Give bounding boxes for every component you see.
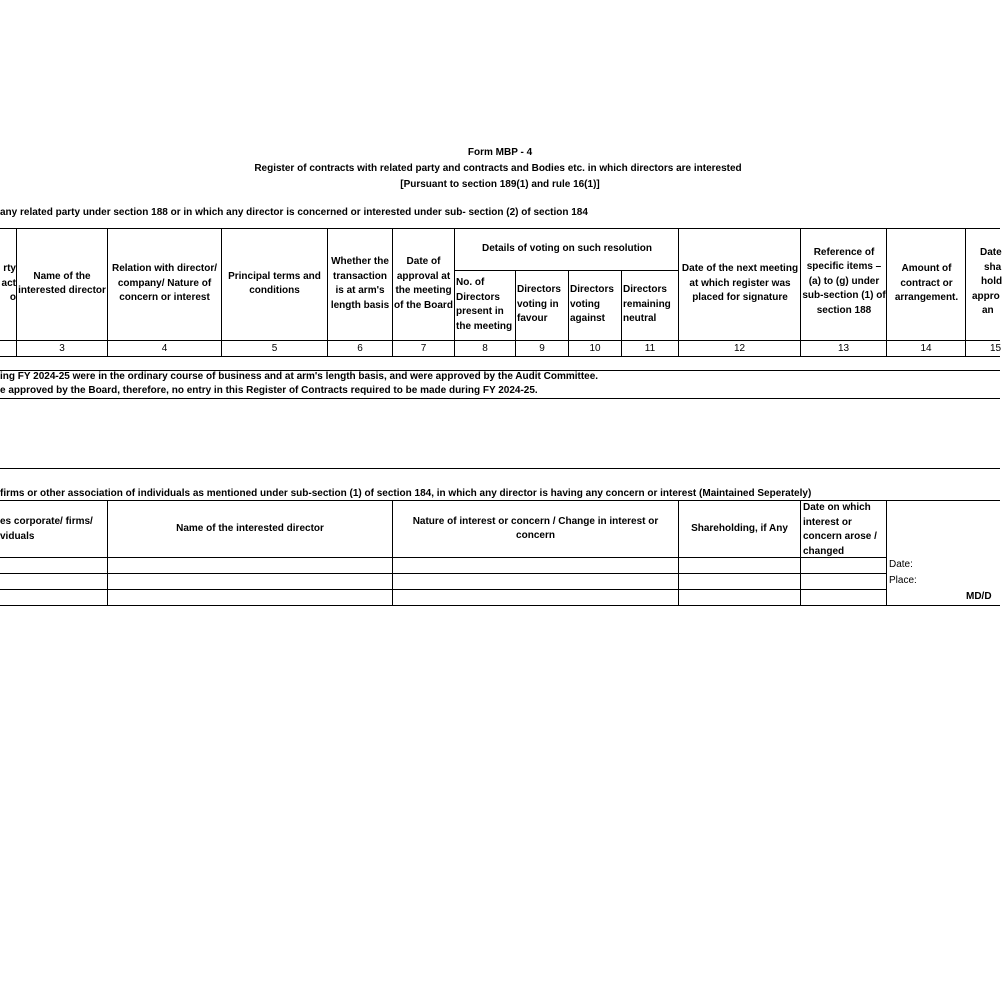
col-remaining-neutral: Directors remaining neutral — [623, 284, 671, 325]
signatory-label: MD/D — [966, 591, 992, 602]
part2-heading: firms or other association of individuals as mentioned under sub-section (1) of section 184, in which any director is having any concern or interest (Maintained Seperately) — [0, 488, 812, 499]
col-partial-1-line2: act — [1, 277, 16, 289]
col15-line5: an — [982, 305, 994, 316]
col-number: 12 — [733, 343, 746, 354]
note-ordinary-course: ing FY 2024-25 were in the ordinary course of business and at arm's length basis, and were approved by the Audit Committee. — [0, 371, 599, 382]
col-date-arose: Date on which interest or concern arose / changed — [803, 502, 877, 557]
col-number: 6 — [357, 343, 363, 354]
col15-line1: Date — [980, 247, 1002, 258]
col-number: 7 — [420, 343, 427, 354]
col-number: 5 — [271, 343, 278, 354]
col-date-partial — [972, 246, 1003, 319]
col-number: 4 — [161, 343, 168, 354]
part2-top-rule — [0, 468, 1000, 469]
col-number: 8 — [482, 343, 488, 354]
col-amount: Amount of contract or arrangement. — [894, 263, 959, 304]
col-date-approval: Date of approval at the meeting of the Board — [394, 256, 453, 311]
col-directors-present: No. of Directors present in the meeting — [456, 277, 513, 332]
col15-line2: sha — [984, 261, 1002, 273]
col-number: 11 — [644, 343, 656, 354]
col-principal-terms: Principal terms and conditions — [228, 270, 321, 296]
col-shareholding: Shareholding, if Any — [691, 522, 788, 534]
col-nature-interest: Nature of interest or concern / Change in interest or concern — [412, 515, 659, 541]
col-reference-items: Reference of specific items – (a) to (g) under sub-section (1) of section 188 — [802, 246, 886, 316]
col15-line3: hold — [981, 276, 1003, 287]
pursuant-text: [Pursuant to section 189(1) and rule 16(1)] — [400, 179, 600, 190]
col-interested-director: Name of the interested director — [18, 270, 106, 296]
col-number: 3 — [59, 343, 65, 354]
voting-group-header: Details of voting on such resolution — [481, 242, 652, 254]
part1-heading: any related party under section 188 or in which any director is concerned or interested under sub- section (2) of section 184 — [0, 207, 588, 218]
col-number: 10 — [589, 343, 601, 354]
register-title: Register of contracts with related party and contracts and Bodies etc. in which directors are interested — [254, 163, 742, 174]
note-no-entry: e approved by the Board, therefore, no entry in this Register of Contracts required to be made during FY 2024-25. — [0, 385, 538, 396]
col-number: 13 — [837, 343, 850, 354]
col-partial-1-line3: o — [9, 292, 16, 303]
col-interested-director-2: Name of the interested director — [176, 522, 324, 534]
col-next-meeting: Date of the next meeting at which register was placed for signature — [681, 263, 799, 304]
date-label: Date: — [889, 559, 913, 570]
col-number: 14 — [920, 343, 932, 354]
col-bodies-corporate: es corporate/ firms/ viduals — [0, 516, 93, 542]
form-title: Form MBP - 4 — [467, 147, 533, 158]
col-number: 15 — [990, 343, 1002, 354]
place-label: Place: — [889, 575, 917, 586]
col-partial-1 — [3, 262, 16, 306]
col-partial-1-line1: rty — [3, 263, 16, 274]
col-voting-favour: Directors voting in favour — [517, 284, 561, 325]
col-number: 9 — [539, 343, 545, 354]
col-voting-against: Directors voting against — [570, 284, 614, 325]
col-relation: Relation with director/ company/ Nature of concern or interest — [111, 263, 217, 304]
col15-line4: appro — [972, 290, 1000, 302]
col-arms-length: Whether the transaction is at arm's length basis — [330, 256, 390, 311]
